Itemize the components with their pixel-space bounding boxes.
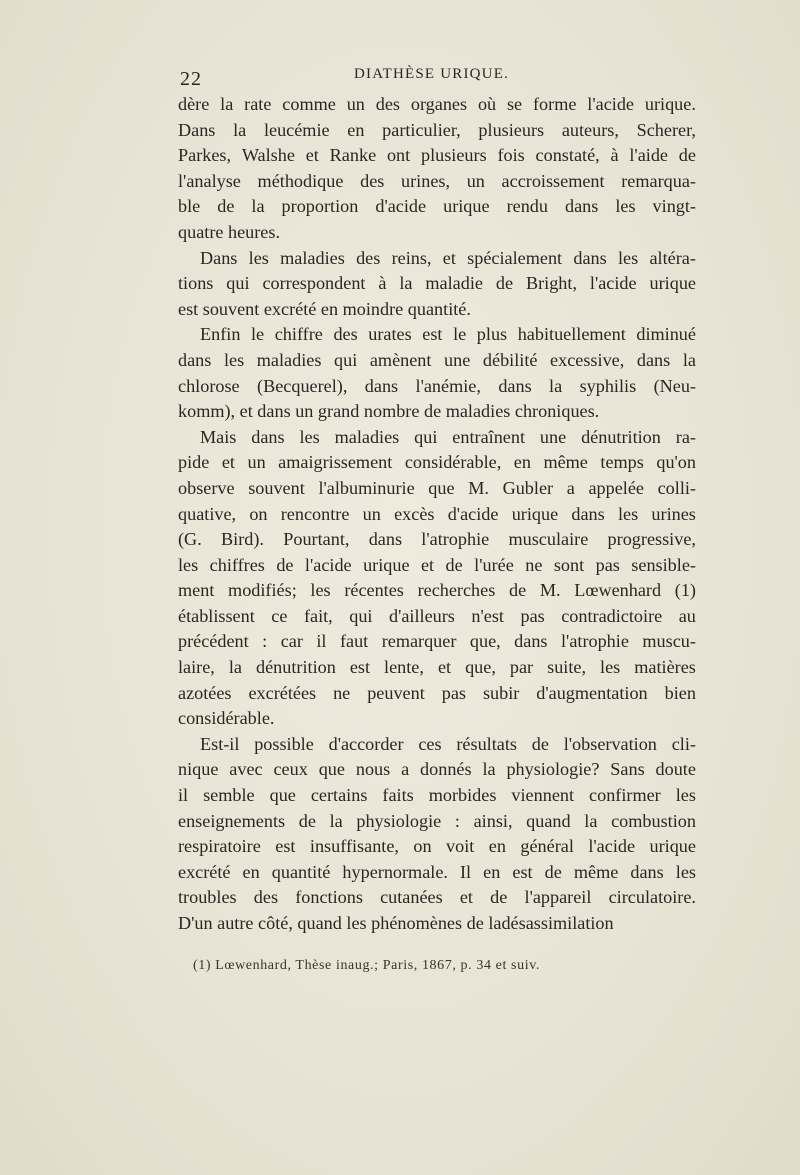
text-line: précédent : car il faut remarquer que, dans l'atrophie muscu- [178, 631, 696, 652]
text-line: l'analyse méthodique des urines, un accroissement remarqua- [178, 170, 696, 191]
footnote: (1) Lœwenhard, Thèse inaug.; Paris, 1867, p. 34 et suiv. [193, 958, 540, 973]
paragraph [178, 246, 696, 323]
text-line: Dans les maladies des reins, et spécialement dans les altéra- [200, 247, 696, 268]
text-line: il semble que certains faits morbides viennent confirmer les [178, 785, 696, 806]
paragraph [178, 92, 696, 246]
text-line: pide et un amaigrissement considérable, en même temps qu'on [178, 452, 696, 473]
text-line: considérable. [178, 708, 275, 729]
text-line: chlorose (Becquerel), dans l'anémie, dans la syphilis (Neu- [178, 375, 696, 396]
text-line: Dans la leucémie en particulier, plusieurs auteurs, Scherer, [178, 119, 696, 140]
text-line: azotées excrétées ne peuvent pas subir d'augmentation bien [178, 682, 696, 703]
paragraph [178, 425, 696, 732]
text-line: ble de la proportion d'acide urique rendu dans les vingt- [178, 196, 696, 217]
page-number: 22 [180, 68, 202, 90]
text-line: dans les maladies qui amènent une débilité excessive, dans la [178, 349, 696, 370]
paragraph [178, 322, 696, 424]
running-head: DIATHÈSE URIQUE. [354, 66, 510, 82]
text-line: (G. Bird). Pourtant, dans l'atrophie musculaire progressive, [178, 529, 696, 550]
text-line: komm), et dans un grand nombre de maladies chroniques. [178, 401, 600, 422]
text-line: respiratoire est insuffisante, on voit en général l'acide urique [178, 836, 696, 857]
text-line: Est-il possible d'accorder ces résultats de l'observation cli- [200, 733, 696, 754]
text-line: est souvent excrété en moindre quantité. [178, 298, 471, 319]
text-line: enseignements de la physiologie : ainsi, quand la combustion [178, 810, 696, 831]
text-line: laire, la dénutrition est lente, et que, par suite, les matières [178, 657, 696, 678]
text-line: quative, on rencontre un excès d'acide urique dans les urines [178, 503, 696, 524]
text-line: nique avec ceux que nous a donnés la physiologie? Sans doute [178, 759, 696, 780]
text-line: dère la rate comme un des organes où se forme l'acide urique. [178, 94, 696, 114]
text-line: Mais dans les maladies qui entraînent une dénutrition ra- [200, 426, 696, 447]
text-line: troubles des fonctions cutanées et de l'appareil circulatoire. [178, 887, 696, 908]
text-line: établissent ce fait, qui d'ailleurs n'est pas contradictoire au [178, 605, 696, 626]
text-line: Enfin le chiffre des urates est le plus habituellement diminué [200, 324, 696, 345]
paragraph [178, 732, 696, 937]
text-line: D'un autre côté, quand les phénomènes de ladésassimilation [178, 913, 614, 933]
text-line: ment modifiés; les récentes recherches de M. Lœwenhard (1) [178, 580, 696, 601]
text-line: Parkes, Walshe et Ranke ont plusieurs fois constaté, à l'aide de [178, 145, 696, 166]
text-line: quatre heures. [178, 221, 281, 242]
body-text [178, 92, 696, 937]
text-line: excrété en quantité hypernormale. Il en est de même dans les [178, 861, 696, 882]
text-line: les chiffres de l'acide urique et de l'urée ne sont pas sensible- [178, 554, 696, 575]
page-header [178, 62, 696, 92]
text-line: observe souvent l'albuminurie que M. Gubler a appelée colli- [178, 477, 696, 498]
text-line: tions qui correspondent à la maladie de Bright, l'acide urique [178, 273, 696, 294]
